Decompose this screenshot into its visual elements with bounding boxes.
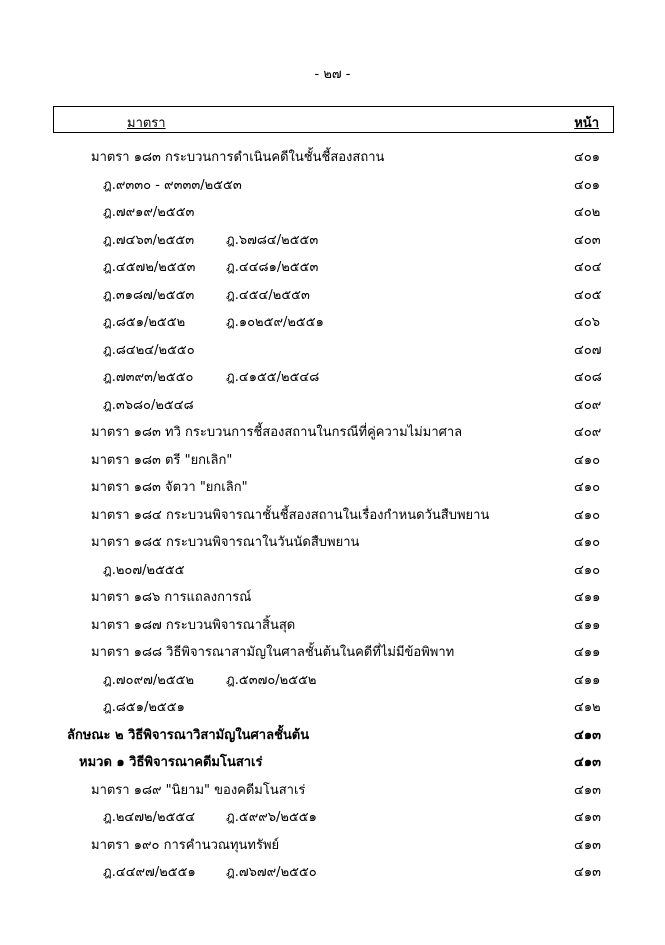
toc-row <box>0 696 665 720</box>
toc-row <box>0 751 665 775</box>
toc-page-number: ๔๑๐ <box>574 480 601 495</box>
toc-page-number: ๔๐๖ <box>574 315 601 330</box>
toc-page-number: ๔๐๓ <box>574 232 601 248</box>
toc-entry-text-secondary: ฎ.๔๕๔/๒๕๕๓ <box>226 287 310 303</box>
toc-entry-text: มาตรา ๑๘๕ กระบวนพิจารณาในวันนัดสืบพยาน <box>91 535 360 550</box>
toc-entry-text: หมวด ๑ วิธีพิจารณาคดีมโนสาเร่ <box>79 755 263 770</box>
toc-row <box>0 146 665 170</box>
toc-entry-text-secondary: ฎ.๗๖๗๙/๒๕๕๐ <box>226 865 317 880</box>
toc-entry-text: ฎ.๒๐๗/๒๕๕๕ <box>103 562 185 578</box>
toc-page-number: ๔๐๗ <box>574 342 602 358</box>
toc-row <box>0 476 665 500</box>
toc-entry-text: ฎ.๘๕๑/๒๕๕๑ <box>103 700 185 715</box>
toc-page-number: ๔๑๑ <box>574 590 601 605</box>
toc-page-number: ๔๑๓ <box>574 837 601 853</box>
toc-entry-text-secondary: ฎ.๔๑๕๕/๒๕๔๘ <box>226 370 320 385</box>
toc-entry-text: ฎ.๗๔๖๓/๒๕๕๓ <box>103 232 195 248</box>
toc-entry-text: มาตรา ๑๘๙ "นิยาม" ของคดีมโนสาเร่ <box>91 782 306 798</box>
page-number: - ๒๗ - <box>314 67 351 82</box>
toc-entry-text: มาตรา ๑๘๘ วิธีพิจารณาสามัญในศาลชั้นต้นในคดีที่ไม่มีข้อพิพาท <box>91 645 455 660</box>
toc-page-number: ๔๑๐ <box>574 535 601 550</box>
toc-page-number: ๔๑๓ <box>574 810 601 825</box>
toc-row <box>0 861 665 885</box>
toc-entry-text: มาตรา ๑๘๓ ทวิ กระบวนการชี้สองสถานในกรณีที่คู่ความไม่มาศาล <box>91 425 463 440</box>
toc-row <box>0 421 665 445</box>
toc-row <box>0 641 665 665</box>
toc-row <box>0 394 665 418</box>
toc-row <box>0 366 665 390</box>
toc-row <box>0 256 665 280</box>
toc-row <box>0 174 665 198</box>
toc-page-number: ๔๑๐ <box>574 562 601 578</box>
toc-page-number: ๔๐๑ <box>574 177 601 193</box>
toc-entry-text: ฎ.๒๔๗๒/๒๕๕๔ <box>103 810 196 825</box>
toc-page-number: ๔๑๓ <box>574 782 601 798</box>
toc-row <box>0 504 665 528</box>
toc-page-number: ๔๑๐ <box>574 452 601 468</box>
toc-page-number: ๔๐๕ <box>574 287 602 303</box>
toc-row <box>0 834 665 858</box>
toc-row <box>0 669 665 693</box>
toc-entry-text: ฎ.๙๓๓๐ - ๙๓๓๓/๒๕๕๓ <box>103 177 242 193</box>
toc-entry-text: มาตรา ๑๘๔ กระบวนพิจารณาชั้นชี้สองสถานในเรื่องกำหนดวันสืบพยาน <box>91 507 490 523</box>
toc-entry-text: ฎ.๗๐๙๗/๒๕๕๒ <box>103 672 195 688</box>
toc-entry-text: ฎ.๔๔๙๗/๒๕๕๑ <box>103 865 196 880</box>
header-page-label: หน้า <box>574 116 599 131</box>
toc-entry-text-secondary: ฎ.๕๙๙๖/๒๕๕๑ <box>226 810 317 825</box>
toc-row <box>0 449 665 473</box>
toc-page-number: ๔๐๘ <box>574 370 602 385</box>
toc-entry-text: มาตรา ๑๘๓ ตรี "ยกเลิก" <box>91 452 233 468</box>
toc-row <box>0 779 665 803</box>
table-header <box>53 106 614 133</box>
toc-row <box>0 724 665 748</box>
toc-page-number: ๔๑๐ <box>574 507 601 523</box>
toc-entry-text: มาตรา ๑๙๐ การคำนวณทุนทรัพย์ <box>91 837 280 853</box>
toc-entry-text: ฎ.๘๕๑/๒๕๕๒ <box>103 315 186 330</box>
toc-entry-text: ลักษณะ ๒ วิธีพิจารณาวิสามัญในศาลชั้นต้น <box>67 727 310 743</box>
toc-row <box>0 339 665 363</box>
toc-page-number: ๔๐๑ <box>574 150 601 165</box>
toc-page-number: ๔๑๓ <box>574 727 601 743</box>
toc-entry-text-secondary: ฎ.๕๓๗๐/๒๕๕๒ <box>226 672 317 688</box>
toc-entry-text: ฎ.๘๔๒๔/๒๕๕๐ <box>103 342 195 358</box>
toc-entry-text: ฎ.๗๓๙๓/๒๕๕๐ <box>103 370 194 385</box>
toc-entry-text: มาตรา ๑๘๖ การแถลงการณ์ <box>91 590 252 605</box>
toc-page-number: ๔๑๓ <box>574 755 601 770</box>
toc-entry-text: ฎ.๓๑๘๗/๒๕๕๓ <box>103 287 195 303</box>
toc-page-number: ๔๐๔ <box>574 260 602 275</box>
toc-row <box>0 229 665 253</box>
toc-entry-text: มาตรา ๑๘๗ กระบวนพิจารณาสิ้นสุด <box>91 617 296 633</box>
toc-entry-text: ฎ.๔๕๗๒/๒๕๕๓ <box>103 260 196 275</box>
toc-row <box>0 201 665 225</box>
toc-page-number: ๔๑๒ <box>574 700 601 715</box>
toc-entry-text-secondary: ฎ.๑๐๒๕๙/๒๕๕๑ <box>226 315 324 330</box>
toc-page-number: ๔๐๙ <box>574 425 602 440</box>
toc-entry-text-secondary: ฎ.๖๗๘๔/๒๕๕๓ <box>226 232 319 248</box>
toc-page-number: ๔๐๙ <box>574 397 602 413</box>
toc-entry-text: ฎ.๓๖๘๐/๒๕๔๘ <box>103 397 194 413</box>
toc-row <box>0 806 665 830</box>
toc-row <box>0 531 665 555</box>
header-section-label: มาตรา <box>127 116 166 131</box>
toc-page-number: ๔๑๑ <box>574 617 601 633</box>
toc-row <box>0 614 665 638</box>
toc-row <box>0 284 665 308</box>
toc-entry-text: ฎ.๗๙๑๙/๒๕๕๓ <box>103 205 195 220</box>
toc-row <box>0 311 665 335</box>
toc-entry-text: มาตรา ๑๘๓ กระบวนการดำเนินคดีในชั้นชี้สองสถาน <box>91 150 385 165</box>
toc-entry-text: มาตรา ๑๘๓ จัตวา "ยกเลิก" <box>91 480 248 495</box>
toc-row <box>0 586 665 610</box>
toc-page-number: ๔๑๓ <box>574 865 601 880</box>
toc-page-number: ๔๐๒ <box>574 205 601 220</box>
toc-entry-text-secondary: ฎ.๔๔๘๑/๒๕๕๓ <box>226 260 319 275</box>
toc-row <box>0 559 665 583</box>
toc-page-number: ๔๑๑ <box>574 645 601 660</box>
toc-page-number: ๔๑๑ <box>574 672 601 688</box>
